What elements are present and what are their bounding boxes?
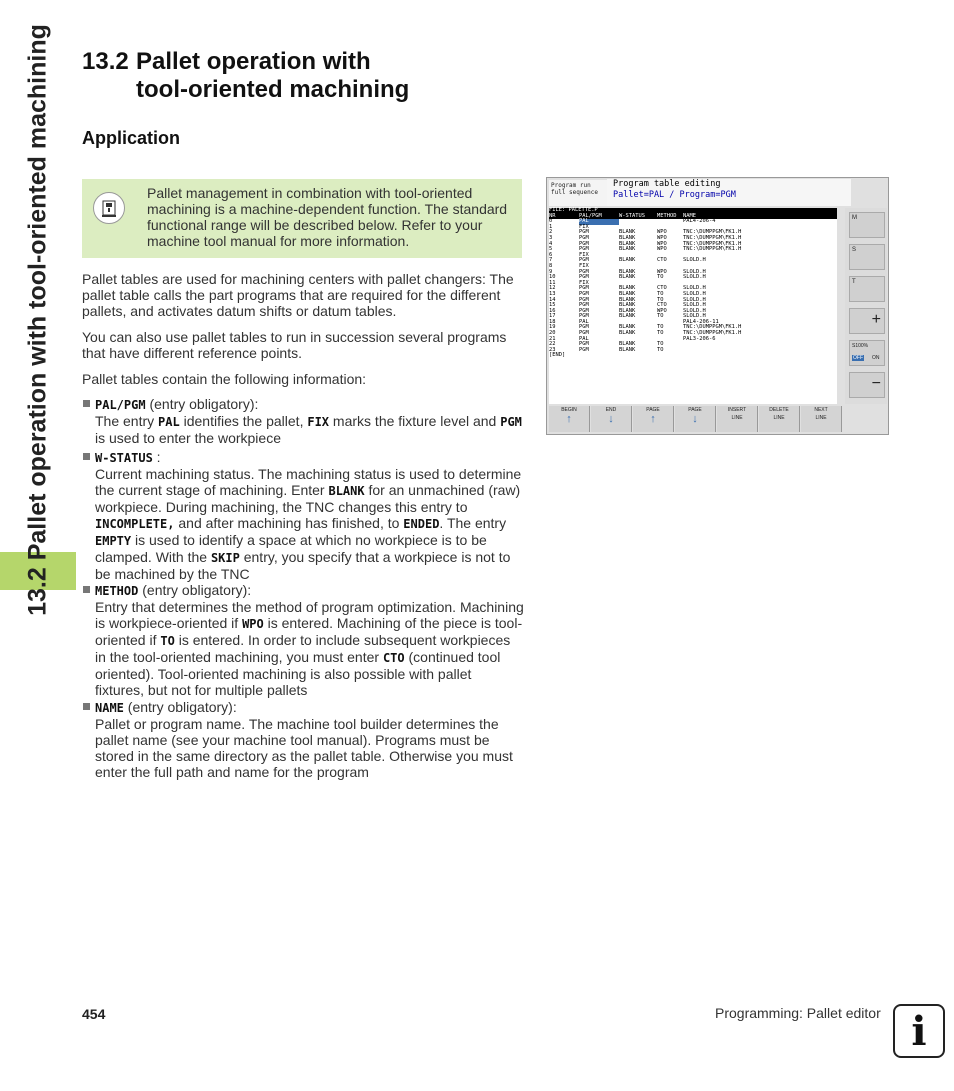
- keyword: SKIP: [210, 551, 240, 565]
- table-cell: 6: [549, 251, 553, 258]
- table-cell: TO: [657, 274, 664, 281]
- table-cell: SLOLD.H: [683, 274, 706, 281]
- text: is entered. Machining of the piece is tool-oriented if: [95, 615, 523, 648]
- keyword: PAL/PGM: [95, 398, 146, 412]
- machine-status-panel: [845, 208, 887, 404]
- table-cell: PGM: [579, 313, 589, 320]
- table-cell: SLOLD.H: [683, 296, 706, 303]
- text: Entry that determines the method of program optimization. Machining is workpiece-oriented if: [95, 599, 524, 631]
- table-cell: PAL: [579, 318, 589, 325]
- softkey-label-2: LINE: [773, 415, 785, 421]
- keyword: W-STATUS: [95, 451, 153, 465]
- keyword: METHOD: [95, 584, 139, 598]
- tnc-screenshot: [546, 177, 889, 435]
- table-cell: PGM: [579, 274, 589, 281]
- keyword: TO: [160, 634, 175, 648]
- spindle-minus-icon[interactable]: [849, 372, 885, 398]
- table-cell: BLANK: [619, 268, 636, 275]
- text: is used to enter the workpiece: [95, 430, 281, 446]
- spindle-plus-icon[interactable]: [849, 308, 885, 334]
- plus-label: +: [871, 311, 881, 328]
- softkey-2[interactable]: [591, 406, 632, 432]
- softkey-label: PAGE: [688, 407, 702, 413]
- table-cell: PGM: [579, 240, 589, 247]
- table-cell: PGM: [579, 346, 589, 353]
- bullet-name: [82, 699, 524, 780]
- col-nr: NR: [549, 212, 556, 219]
- bullet-marker: [83, 400, 90, 407]
- keyword: CTO: [382, 651, 405, 665]
- keyword: NAME: [95, 701, 124, 715]
- softkey-label: NEXT: [814, 407, 828, 413]
- table-cell: PGM: [579, 302, 589, 309]
- table-file-name: FILE: PALETTE.P: [549, 207, 598, 213]
- table-cell: CTO: [657, 302, 667, 309]
- bullet-w-status: [82, 449, 524, 582]
- col-method: METHOD: [657, 212, 677, 219]
- table-cell: 16: [549, 307, 556, 314]
- override-label: S100%: [852, 343, 869, 349]
- arrow-icon: ↓: [692, 413, 698, 425]
- table-cell: BLANK: [619, 330, 636, 337]
- table-cell: SLOLD.H: [683, 313, 706, 320]
- off-label: OFF: [853, 355, 863, 361]
- table-cell: WPO: [657, 268, 667, 275]
- paragraph-3: Pallet tables contain the following information:: [82, 371, 367, 387]
- text: (entry obligatory):: [145, 396, 259, 412]
- table-cell: BLANK: [619, 274, 636, 281]
- table-cell: PAL: [579, 335, 589, 342]
- bullet-marker: [83, 703, 90, 710]
- table-cell: 17: [549, 313, 556, 320]
- table-cell: 12: [549, 285, 556, 292]
- text: The entry: [95, 413, 159, 429]
- table-cell: SLOLD.H: [683, 307, 706, 314]
- softkey-7[interactable]: [801, 406, 842, 432]
- text: is used to identify a space at which no workpiece is to be clamped. With the: [95, 532, 487, 565]
- table-cell: 13: [549, 290, 556, 297]
- table-cell: BLANK: [619, 285, 636, 292]
- table-cell: 7: [549, 257, 553, 264]
- table-cell: SLOLD.H: [683, 285, 706, 292]
- table-cell: CTO: [657, 285, 667, 292]
- table-cell: FIX: [579, 223, 589, 230]
- softkey-label: BEGIN: [561, 407, 577, 413]
- table-cell: PAL4-206-4: [683, 218, 716, 225]
- table-cell: 11: [549, 279, 556, 286]
- keyword: PGM: [500, 415, 522, 429]
- table-cell: WPO: [657, 307, 667, 314]
- table-cell: 19: [549, 324, 556, 331]
- table-cell: BLANK: [619, 346, 636, 353]
- softkey-label-2: LINE: [731, 415, 743, 421]
- text: identifies the pallet,: [179, 413, 308, 429]
- title-line-2: tool-oriented machining: [136, 76, 410, 103]
- t-label: T: [852, 279, 856, 285]
- table-cell: SLOLD.H: [683, 290, 706, 297]
- table-cell: PGM: [579, 341, 589, 348]
- operating-mode: [549, 180, 608, 206]
- table-cell: 20: [549, 330, 556, 337]
- table-cell: PGM: [579, 307, 589, 314]
- text: marks the fixture level and: [329, 413, 501, 429]
- table-cell: 10: [549, 274, 556, 281]
- text: (continued tool oriented). Tool-oriented machining is also possible with pallet fixtures, but not for multiple pallets: [95, 649, 501, 698]
- section-number: 13.2: [82, 48, 129, 75]
- pallet-table: [549, 208, 837, 404]
- softkey-1[interactable]: [549, 406, 590, 432]
- table-cell: WPO: [657, 234, 667, 241]
- softkey-5[interactable]: [717, 406, 758, 432]
- table-cell: BLANK: [619, 229, 636, 236]
- mode-line-1: Program run: [551, 182, 591, 189]
- bullet-method: [82, 582, 524, 698]
- spindle-icon[interactable]: [849, 244, 885, 270]
- keyword: WPO: [242, 617, 264, 631]
- m-function-icon[interactable]: [849, 212, 885, 238]
- bullet-marker: [83, 453, 90, 460]
- table-cell: FIX: [579, 279, 589, 286]
- table-cell: 23: [549, 346, 556, 353]
- softkey-label-2: LINE: [815, 415, 827, 421]
- s-label: S: [852, 247, 857, 253]
- table-cell: WPO: [657, 240, 667, 247]
- table-cell: BLANK: [619, 324, 636, 331]
- table-cell: TNC:\DUMPPGM\FK1.H: [683, 234, 742, 241]
- table-cell: TO: [657, 330, 664, 337]
- text: Pallet or program name. The machine tool builder determines the pallet name (see your machine tool manual). Programs must be stored in the same directory as the pallet table. Otherwise you must enter the full path and name for the program: [95, 716, 513, 780]
- text: :: [152, 449, 161, 465]
- table-cell: 15: [549, 302, 556, 309]
- text: and after machining has finished, to: [174, 515, 404, 531]
- table-cell: PGM: [579, 296, 589, 303]
- table-cell: BLANK: [619, 313, 636, 320]
- text: (entry obligatory):: [138, 582, 252, 598]
- mode-line-2: full sequence: [551, 189, 598, 196]
- table-cell: PGM: [579, 229, 589, 236]
- col-w-status: W-STATUS: [619, 212, 645, 219]
- table-cell: PGM: [579, 330, 589, 337]
- chapter-sidebar: [0, 0, 76, 1091]
- table-cell: TO: [657, 296, 664, 303]
- paragraph-1: Pallet tables are used for machining centers with pallet changers: The pallet table calls the part programs that are required for the different pallets, and activates datum shifts or datum tables.: [82, 271, 514, 319]
- table-cell: [END]: [549, 352, 566, 359]
- table-cell: BLANK: [619, 307, 636, 314]
- table-cell: TO: [657, 313, 664, 320]
- arrow-icon: ↑: [650, 413, 656, 425]
- table-cell: BLANK: [619, 296, 636, 303]
- softkey-row: [547, 406, 845, 433]
- table-cell: PAL: [579, 219, 619, 225]
- table-cell: TNC:\DUMPPGM\FK1.H: [683, 246, 742, 253]
- page-number: 454: [82, 1006, 106, 1022]
- table-cell: PGM: [579, 268, 589, 275]
- info-icon: [893, 1004, 945, 1058]
- text: (entry obligatory):: [123, 699, 237, 715]
- arrow-icon: ↑: [566, 413, 572, 425]
- text: . The entry: [439, 515, 507, 531]
- table-cell: BLANK: [619, 234, 636, 241]
- table-cell: PGM: [579, 234, 589, 241]
- softkey-6[interactable]: [759, 406, 800, 432]
- table-cell: BLANK: [619, 246, 636, 253]
- keyword: BLANK: [328, 484, 365, 498]
- table-cell: TO: [657, 341, 664, 348]
- table-cell: 5: [549, 246, 553, 253]
- table-cell: BLANK: [619, 341, 636, 348]
- table-cell: SLOLD.H: [683, 257, 706, 264]
- table-row[interactable]: [549, 353, 837, 359]
- table-cell: WPO: [657, 246, 667, 253]
- table-cell: BLANK: [619, 302, 636, 309]
- on-label: ON: [872, 355, 880, 361]
- table-cell: TO: [657, 290, 664, 297]
- screen-header: [607, 179, 851, 206]
- info-glyph: i: [911, 1008, 927, 1055]
- table-cell: PGM: [579, 285, 589, 292]
- override-icon[interactable]: [849, 340, 885, 366]
- bullet-marker: [83, 586, 90, 593]
- m-label: M: [852, 215, 857, 221]
- table-cell: 9: [549, 268, 553, 275]
- table-cell: PGM: [579, 257, 589, 264]
- table-cell: 2: [549, 229, 553, 236]
- sidebar-chapter-label: 13.2 Pallet operation with tool-oriented machining: [23, 24, 52, 616]
- table-cell: 3: [549, 234, 553, 241]
- table-cell: BLANK: [619, 240, 636, 247]
- softkey-3[interactable]: [633, 406, 674, 432]
- table-cell: CTO: [657, 257, 667, 264]
- table-cell: FIX: [579, 262, 589, 269]
- table-cell: SLOLD.H: [683, 268, 706, 275]
- table-cell: TNC:\DUMPPGM\FK1.H: [683, 240, 742, 247]
- softkey-label: DELETE: [769, 407, 789, 413]
- screen-title: Program table editing: [613, 179, 721, 189]
- table-cell: 14: [549, 296, 556, 303]
- text: entry, you specify that a workpiece is not to be machined by the TNC: [95, 549, 511, 582]
- keyword: INCOMPLETE,: [95, 517, 175, 531]
- softkey-label: INSERT: [727, 407, 747, 413]
- tool-icon[interactable]: [849, 276, 885, 302]
- table-cell: TO: [657, 324, 664, 331]
- table-cell: 4: [549, 240, 553, 247]
- table-cell: 0: [549, 218, 553, 225]
- table-cell: 1: [549, 223, 553, 230]
- keyword: EMPTY: [95, 534, 132, 548]
- table-cell: PAL4-206-11: [683, 318, 719, 325]
- table-cell: TNC:\DUMPPGM\FK1.H: [683, 330, 742, 337]
- machine-note-box: [82, 179, 522, 258]
- keyword: PAL: [158, 415, 180, 429]
- softkey-label: END: [605, 407, 617, 413]
- text: Current machining status. The machining status is used to determine the current stage of machining. Enter: [95, 466, 522, 498]
- table-cell: SLOLD.H: [683, 302, 706, 309]
- table-cell: PGM: [579, 246, 589, 253]
- table-cell: WPO: [657, 229, 667, 236]
- table-cell: 22: [549, 341, 556, 348]
- table-cell: PGM: [579, 290, 589, 297]
- table-cell: PAL3-206-6: [683, 335, 716, 342]
- table-cell: TNC:\DUMPPGM\FK1.H: [683, 324, 742, 331]
- table-cell: 21: [549, 335, 556, 342]
- text: is entered. In order to include subsequent workpieces in the tool-oriented machining, you must enter: [95, 632, 511, 665]
- table-cell: TO: [657, 346, 664, 353]
- footer-chapter: Programming: Pallet editor: [715, 1005, 881, 1021]
- note-text: Pallet management in combination with tool-oriented machining is a machine-dependent function. The standard functional range will be described below. Refer to your machine tool manual for more information.: [147, 185, 508, 249]
- table-cell: 8: [549, 262, 553, 269]
- table-cell: BLANK: [619, 257, 636, 264]
- softkey-4[interactable]: [675, 406, 716, 432]
- table-body: [549, 219, 837, 359]
- machine-tool-icon: [93, 192, 125, 224]
- softkey-label: PAGE: [646, 407, 660, 413]
- table-cell: PGM: [579, 324, 589, 331]
- section-subtitle: Application: [82, 128, 180, 148]
- paragraph-2: You can also use pallet tables to run in succession several programs that have different reference points.: [82, 329, 507, 361]
- screen-subtitle: Pallet=PAL / Program=PGM: [613, 190, 736, 200]
- arrow-icon: ↓: [608, 413, 614, 425]
- table-cell: 18: [549, 318, 556, 325]
- table-cell: BLANK: [619, 290, 636, 297]
- bullet-pal-pgm: [82, 396, 524, 446]
- page-title: [82, 48, 409, 104]
- keyword: ENDED: [403, 517, 440, 531]
- title-line-1: Pallet operation with: [136, 48, 371, 75]
- table-cell: FIX: [579, 251, 589, 258]
- col-name: NAME: [683, 212, 696, 219]
- keyword: FIX: [307, 415, 330, 429]
- minus-label: −: [871, 375, 881, 392]
- table-cell: TNC:\DUMPPGM\FK1.H: [683, 229, 742, 236]
- text: for an unmachined (raw) workpiece. During machining, the TNC changes this entry to: [95, 482, 521, 515]
- col-pal-pgm: PAL/PGM: [579, 212, 602, 219]
